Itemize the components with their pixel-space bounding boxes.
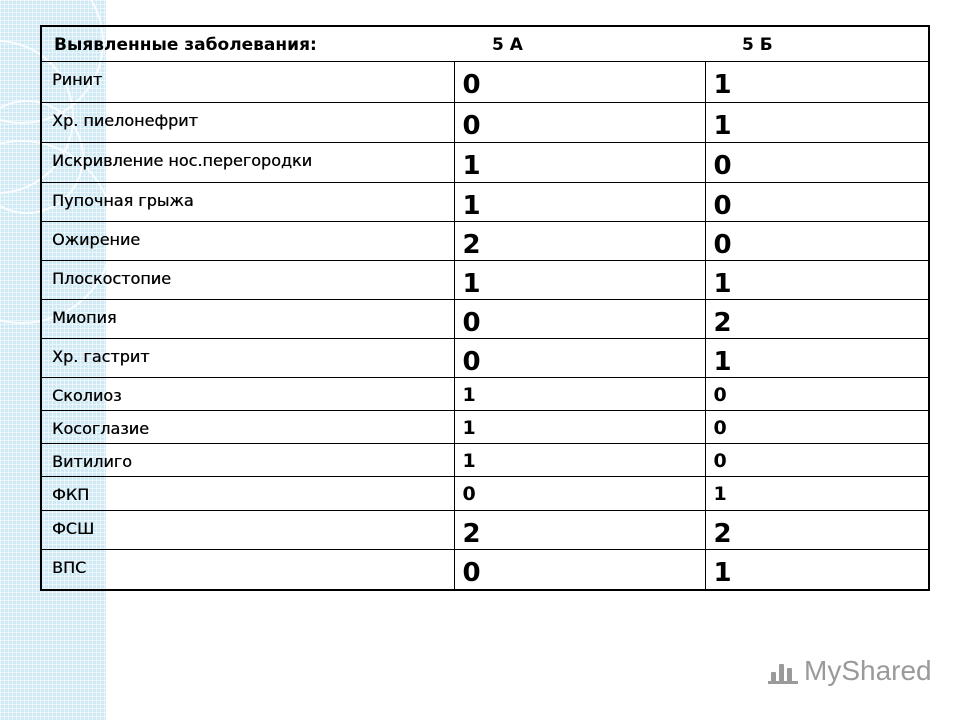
value-5a: 2: [462, 230, 481, 260]
table-row: [41, 477, 929, 511]
value-5b-cell: [705, 261, 929, 300]
value-5a: 2: [462, 519, 481, 549]
disease-name-cell: [41, 143, 454, 183]
value-5a-cell: [454, 444, 705, 477]
value-5b-cell: [705, 511, 929, 550]
disease-name-cell: [41, 378, 454, 411]
disease-name: ФСШ: [52, 519, 95, 538]
header-class-5a: 5 А: [492, 35, 523, 55]
value-5b-cell: [705, 300, 929, 339]
value-5b: 0: [713, 450, 727, 472]
value-5b: 0: [713, 151, 732, 181]
value-5b: 1: [713, 111, 732, 141]
value-5b: 0: [713, 384, 727, 406]
value-5b: 1: [713, 269, 732, 299]
table-row: [41, 300, 929, 339]
value-5a-cell: [454, 511, 705, 550]
value-5b-cell: [705, 477, 929, 511]
value-5a-cell: [454, 411, 705, 444]
disease-name: Ожирение: [52, 230, 141, 249]
disease-name: Искривление нос.перегородки: [52, 151, 312, 170]
value-5b: 2: [713, 308, 732, 338]
disease-name: ВПС: [52, 558, 87, 577]
value-5b-cell: [705, 444, 929, 477]
table-row: [41, 444, 929, 477]
table-row: [41, 183, 929, 222]
value-5a-cell: [454, 300, 705, 339]
value-5b-cell: [705, 103, 929, 143]
disease-name-cell: [41, 511, 454, 550]
value-5a: 1: [462, 450, 476, 472]
value-5b: 1: [713, 558, 732, 588]
value-5a-cell: [454, 183, 705, 222]
header-class-5b: 5 Б: [742, 35, 773, 55]
disease-name: ФКП: [52, 485, 90, 504]
value-5a-cell: [454, 103, 705, 143]
disease-name: Косоглазие: [52, 419, 149, 438]
table-row: [41, 62, 929, 103]
value-5b-cell: [705, 378, 929, 411]
disease-name-cell: [41, 411, 454, 444]
value-5a: 0: [462, 558, 481, 588]
table-row: [41, 222, 929, 261]
disease-name: Миопия: [52, 308, 117, 327]
value-5b-cell: [705, 222, 929, 261]
value-5b-cell: [705, 339, 929, 378]
value-5b-cell: [705, 62, 929, 103]
disease-name-cell: [41, 222, 454, 261]
value-5a: 0: [462, 347, 481, 377]
disease-name-cell: [41, 339, 454, 378]
disease-name-cell: [41, 183, 454, 222]
value-5b: 0: [713, 230, 732, 260]
disease-name: Хр. пиелонефрит: [52, 111, 198, 130]
disease-name-cell: [41, 103, 454, 143]
value-5a: 0: [462, 70, 481, 100]
disease-name-cell: [41, 261, 454, 300]
disease-name-cell: [41, 477, 454, 511]
value-5b: 2: [713, 519, 732, 549]
value-5a-cell: [454, 261, 705, 300]
value-5a-cell: [454, 339, 705, 378]
diseases-table: [40, 25, 930, 591]
value-5a-cell: [454, 550, 705, 590]
disease-name-cell: [41, 444, 454, 477]
value-5a: 1: [462, 191, 481, 221]
table-row: [41, 103, 929, 143]
myshared-logo: [768, 656, 932, 686]
disease-name-cell: [41, 300, 454, 339]
disease-name: Плоскостопие: [52, 269, 171, 288]
value-5b: 0: [713, 417, 727, 439]
value-5a: 0: [462, 111, 481, 141]
value-5b: 1: [713, 347, 732, 377]
value-5b: 1: [713, 70, 732, 100]
table-row: [41, 411, 929, 444]
value-5b-cell: [705, 550, 929, 590]
table-row: [41, 143, 929, 183]
value-5a-cell: [454, 143, 705, 183]
value-5b-cell: [705, 143, 929, 183]
value-5a: 1: [462, 417, 476, 439]
header-label: Выявленные заболевания:: [54, 35, 317, 55]
value-5a-cell: [454, 62, 705, 103]
table-row: [41, 511, 929, 550]
table-header-row: [41, 26, 929, 62]
value-5a: 1: [462, 384, 476, 406]
value-5b: 0: [713, 191, 732, 221]
value-5a: 1: [462, 151, 481, 181]
value-5b-cell: [705, 411, 929, 444]
disease-name-cell: [41, 550, 454, 590]
table-header-cell: [41, 26, 929, 62]
disease-name: Витилиго: [52, 452, 132, 471]
disease-name: Пупочная грыжа: [52, 191, 194, 210]
value-5b-cell: [705, 183, 929, 222]
disease-name: Хр. гастрит: [52, 347, 150, 366]
logo-text: MyShared: [804, 655, 932, 686]
disease-name: Ринит: [52, 70, 103, 89]
presentation-chart-icon: [768, 658, 798, 684]
value-5a: 0: [462, 483, 476, 505]
table-row: [41, 261, 929, 300]
value-5a-cell: [454, 378, 705, 411]
value-5a-cell: [454, 222, 705, 261]
value-5a-cell: [454, 477, 705, 511]
table-row: [41, 339, 929, 378]
value-5a: 0: [462, 308, 481, 338]
value-5b: 1: [713, 483, 727, 505]
table-row: [41, 378, 929, 411]
disease-name: Сколиоз: [52, 386, 122, 405]
disease-name-cell: [41, 62, 454, 103]
value-5a: 1: [462, 269, 481, 299]
table-row: [41, 550, 929, 590]
